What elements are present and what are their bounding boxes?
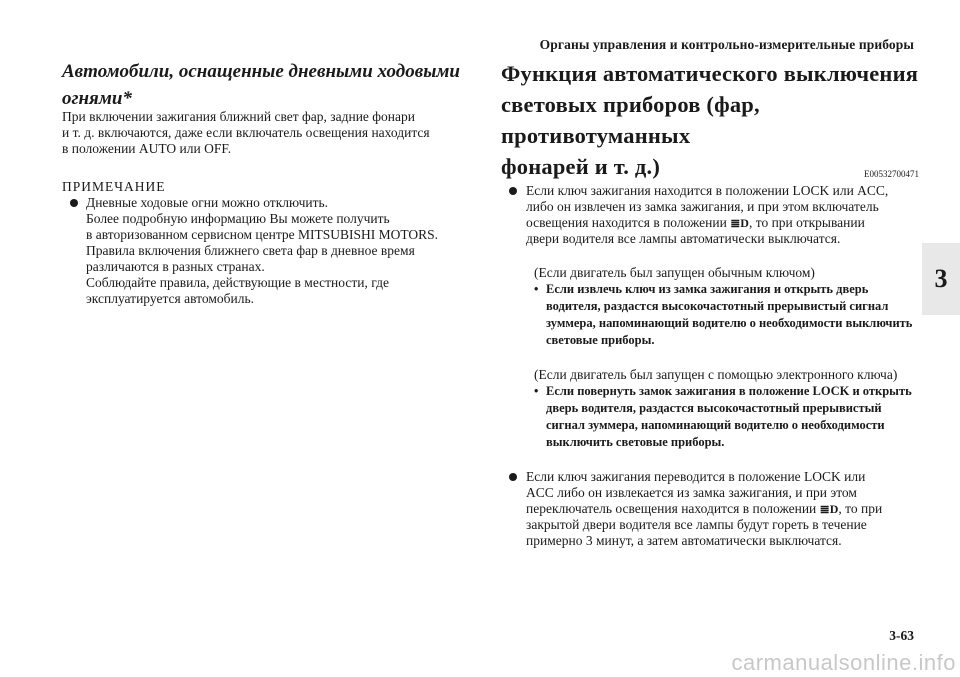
text-line: ACC либо он извлекается из замка зажигания, и при этом [526, 485, 857, 500]
text-line: в положении AUTO или OFF. [62, 141, 232, 156]
text-line: освещения находится в положении [526, 215, 727, 230]
note-text [86, 195, 462, 307]
sub-bullet-item [534, 383, 919, 451]
text-line: выключить световые приборы. [546, 435, 725, 449]
text-line: Дневные ходовые огни можно отключить. [86, 195, 329, 210]
text-line: Если повернуть замок зажигания в положение LOCK и открыть [546, 384, 912, 398]
bullet-icon [70, 199, 78, 207]
section-title-line: Автомобили, оснащенные дневными ходовыми [62, 61, 460, 82]
headlight-icon: ≣D [819, 502, 839, 516]
intro-paragraph [62, 109, 462, 157]
headlight-icon: ≣D [730, 216, 749, 230]
text-line: Более подробную информацию Вы можете получить [86, 211, 390, 226]
text-line: сигнал зуммера, напоминающий водителю о необходимости [546, 418, 885, 432]
case-heading: (Если двигатель был запущен с помощью электронного ключа) [534, 367, 898, 382]
text-line: , то при открывании [748, 215, 865, 230]
text-line: , то при [838, 501, 883, 516]
text-line: различаются в разных странах. [86, 259, 265, 274]
left-column [62, 58, 462, 307]
text-line: световые приборы. [546, 333, 655, 347]
text-line: Правила включения ближнего света фар в дневное время [86, 243, 415, 258]
text-line: дверь водителя, раздастся высокочастотный прерывистый [546, 401, 882, 415]
text-line: Если извлечь ключ из замка зажигания и открыть дверь [546, 282, 869, 296]
text-line: закрытой двери водителя все лампы будут гореть в течение [526, 517, 867, 532]
bullet-item [509, 469, 919, 549]
section-title [62, 58, 462, 112]
chapter-tab: 3 [922, 243, 960, 315]
sub-bullet-text [546, 281, 912, 349]
note-bullet [62, 195, 462, 307]
bullet-text [526, 183, 919, 247]
bullet-list [501, 183, 919, 549]
text-line: При включении зажигания ближний свет фар, задние фонари [62, 109, 415, 124]
text-line: водителя, раздастся высокочастотный прерывистый сигнал [546, 299, 889, 313]
section-title-line: огнями* [62, 88, 132, 109]
bullet-icon: • [534, 282, 539, 296]
case-heading: (Если двигатель был запущен обычным ключом) [534, 265, 815, 280]
bullet-item [509, 183, 919, 247]
text-line: и т. д. включаются, даже если включатель освещения находится [62, 125, 430, 140]
text-line: Если ключ зажигания находится в положении LOCK или ACC, [526, 183, 889, 198]
text-line: примерно 3 минут, а затем автоматически выключатся. [526, 533, 842, 548]
watermark: carmanualsonline.info [731, 650, 956, 675]
text-line: эксплуатируется автомобиль. [86, 291, 254, 306]
text-line: Соблюдайте правила, действующие в местности, где [86, 275, 389, 290]
section-title-line: Функция автоматического выключения [501, 61, 919, 86]
section-title [501, 58, 919, 151]
section-title-line: фонарей и т. д.) [501, 154, 661, 179]
note-heading: ПРИМЕЧАНИЕ [62, 179, 166, 194]
text-line: двери водителя все лампы автоматически выключатся. [526, 231, 841, 246]
bullet-text [526, 469, 919, 549]
bullet-icon [509, 473, 517, 481]
text-line: переключатель освещения находится в положении [526, 501, 817, 516]
sub-bullet-text [546, 383, 912, 451]
right-column [501, 58, 919, 549]
title-code-row [501, 151, 919, 182]
text-line: либо он извлечен из замка зажигания, и при этом включатель [526, 199, 879, 214]
text-line: зуммера, напоминающий водителю о необходимости выключить [546, 316, 913, 330]
bullet-icon [509, 187, 517, 195]
text-line: Если ключ зажигания переводится в положение LOCK или [526, 469, 866, 484]
bullet-icon: • [534, 384, 539, 398]
section-title-line: световых приборов (фар, противотуманных [501, 92, 760, 148]
sub-bullet-item [534, 281, 919, 349]
page-header: Органы управления и контрольно-измерительные приборы [539, 37, 914, 52]
text-line: в авторизованном сервисном центре MITSUBISHI MOTORS. [86, 227, 439, 242]
page-number: 3-63 [889, 628, 914, 643]
section-code: E00532700471 [864, 169, 919, 179]
